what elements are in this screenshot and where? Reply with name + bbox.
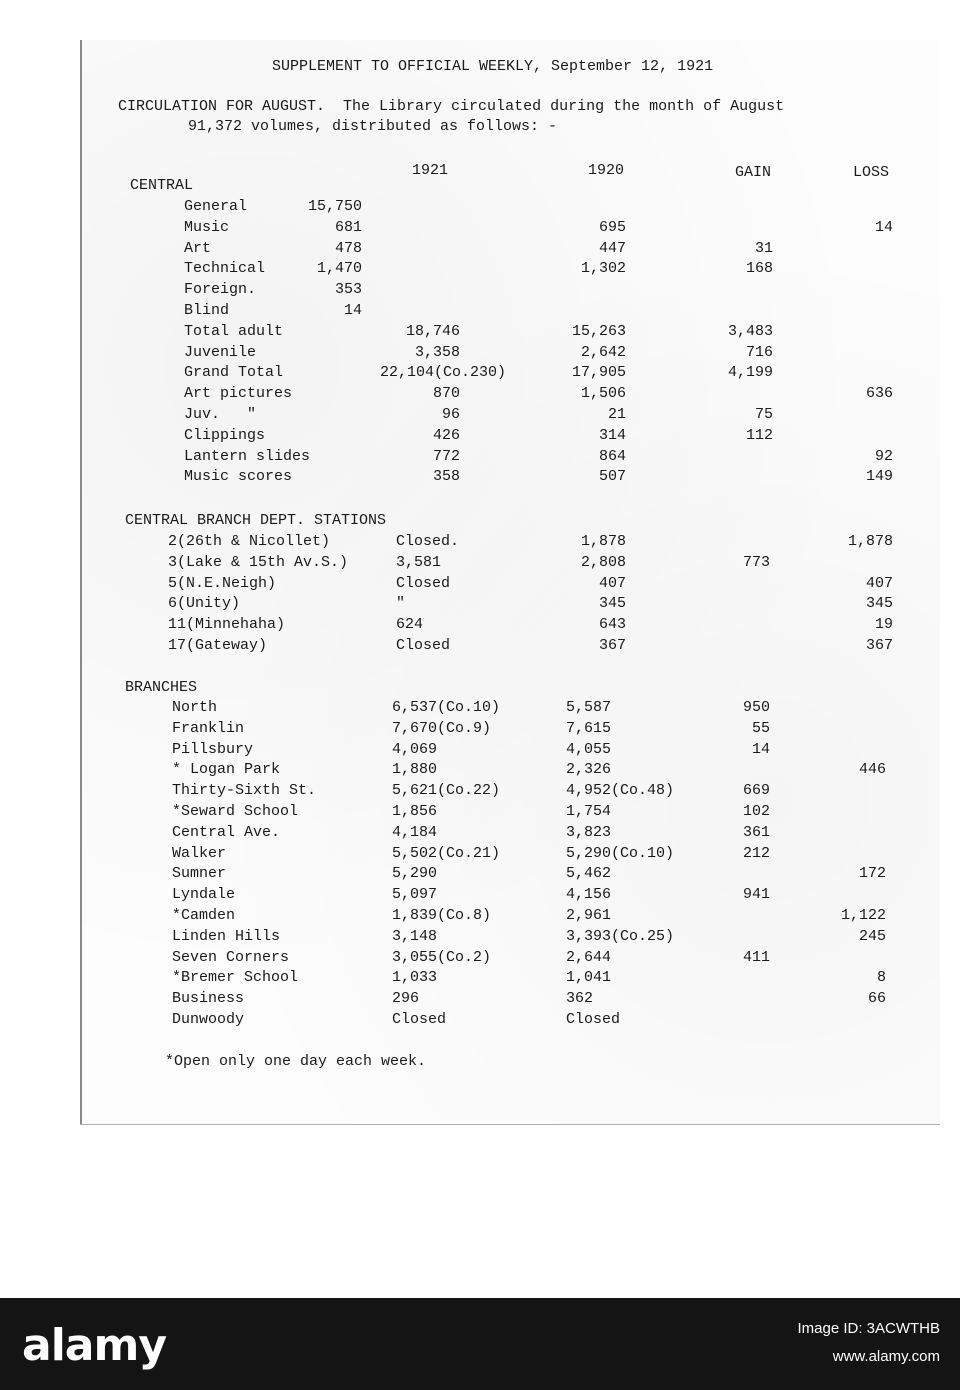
cell-1921: 18,746: [405, 323, 460, 340]
row-label: Art: [184, 240, 212, 257]
cell-1921: 296: [392, 990, 420, 1007]
station-label: 2(26th & Nicollet): [168, 533, 331, 550]
row-label: Grand Total: [184, 364, 284, 381]
cell-1921: 624: [396, 616, 424, 633]
cell-1920: 447: [598, 240, 626, 257]
cell-1920: 643: [598, 616, 626, 633]
row-label: Clippings: [184, 427, 266, 444]
cell-1921: 22,104(Co.230): [380, 364, 507, 381]
cell-loss: 345: [865, 595, 893, 612]
cell-gain: 31: [754, 240, 773, 257]
station-label: 17(Gateway): [168, 637, 268, 654]
cell-gain: 950: [742, 699, 770, 716]
branch-label: Pillsbury: [172, 741, 254, 758]
cell-gain: 14: [751, 741, 770, 758]
cell-gain: 112: [745, 427, 773, 444]
branch-label: Thirty-Sixth St.: [172, 782, 317, 799]
cell-loss: 367: [865, 637, 893, 654]
column-header-loss: LOSS: [853, 164, 890, 181]
cell-1921: 1,839(Co.8): [392, 907, 492, 924]
cell-loss: 1,878: [847, 533, 893, 550]
cell-loss: 19: [874, 616, 893, 633]
column-header-gain: GAIN: [735, 164, 772, 181]
cell-1921: 4,184: [392, 824, 438, 841]
cell-gain: 669: [742, 782, 770, 799]
station-label: 5(N.E.Neigh): [168, 575, 277, 592]
branch-label: North: [172, 699, 218, 716]
cell-1920: 864: [598, 448, 626, 465]
cell-1921: 7,670(Co.9): [392, 720, 492, 737]
cell-1920: 4,156: [566, 886, 612, 903]
cell-1921: Closed: [396, 575, 451, 592]
section-heading-branches: BRANCHES: [125, 679, 198, 696]
watermark-banner: [0, 1298, 960, 1390]
row-subtotal: 15,750: [307, 198, 362, 215]
cell-1920: 695: [598, 219, 626, 236]
cell-1921: 870: [432, 385, 460, 402]
row-subtotal: 478: [334, 240, 362, 257]
cell-1920: 5,290(Co.10): [566, 845, 675, 862]
row-subtotal: 681: [334, 219, 362, 236]
row-label: Total adult: [184, 323, 284, 340]
alamy-logo: alamy: [22, 1320, 166, 1371]
page-edge: [80, 40, 82, 1125]
cell-1920: 1,302: [580, 260, 626, 277]
section-heading-central: CENTRAL: [130, 177, 194, 194]
row-subtotal: 14: [343, 302, 362, 319]
image-id: Image ID: 3ACWTHB: [797, 1320, 940, 1337]
cell-loss: 149: [865, 468, 893, 485]
cell-1921: 3,055(Co.2): [392, 949, 492, 966]
intro-line-2: 91,372 volumes, distributed as follows: -: [188, 118, 558, 135]
cell-1921: 1,856: [392, 803, 438, 820]
cell-1920: 345: [598, 595, 626, 612]
branch-label: Seven Corners: [172, 949, 290, 966]
cell-1921: 6,537(Co.10): [392, 699, 501, 716]
cell-1920: 5,462: [566, 865, 612, 882]
cell-loss: 245: [858, 928, 886, 945]
cell-gain: 716: [745, 344, 773, 361]
cell-1920: Closed: [566, 1011, 621, 1028]
footnote: *Open only one day each week.: [165, 1053, 427, 1070]
cell-1921: 1,033: [392, 969, 438, 986]
branch-label: * Logan Park: [172, 761, 281, 778]
cell-1921: ": [396, 595, 406, 612]
cell-1921: Closed: [396, 637, 451, 654]
cell-1921: Closed.: [396, 533, 460, 550]
cell-1921: 3,358: [414, 344, 460, 361]
row-label: Music: [184, 219, 230, 236]
row-label: Juv. ": [184, 406, 257, 423]
branch-label: Business: [172, 990, 245, 1007]
column-header-1921: 1921: [412, 162, 449, 179]
cell-1920: 1,041: [566, 969, 612, 986]
branch-label: *Seward School: [172, 803, 299, 820]
branch-label: Linden Hills: [172, 928, 281, 945]
row-subtotal: 353: [334, 281, 362, 298]
cell-loss: 446: [858, 761, 886, 778]
row-label: Foreign.: [184, 281, 257, 298]
cell-1920: 2,326: [566, 761, 612, 778]
cell-1921: 1,880: [392, 761, 438, 778]
row-label: General: [184, 198, 248, 215]
cell-1920: 2,961: [566, 907, 612, 924]
row-label: Blind: [184, 302, 230, 319]
cell-gain: 411: [742, 949, 770, 966]
cell-1921: 3,148: [392, 928, 438, 945]
cell-1920: 3,393(Co.25): [566, 928, 675, 945]
cell-gain: 102: [742, 803, 770, 820]
cell-1920: 15,263: [571, 323, 626, 340]
section-heading-stations: CENTRAL BRANCH DEPT. STATIONS: [125, 512, 387, 529]
cell-gain: 4,199: [727, 364, 773, 381]
cell-1921: 5,290: [392, 865, 438, 882]
branch-label: Walker: [172, 845, 227, 862]
cell-1920: 1,506: [580, 385, 626, 402]
row-label: Music scores: [184, 468, 293, 485]
row-label: Technical: [184, 260, 266, 277]
cell-1920: 1,878: [580, 533, 626, 550]
station-label: 6(Unity): [168, 595, 241, 612]
cell-loss: 407: [865, 575, 893, 592]
cell-1921: 5,502(Co.21): [392, 845, 501, 862]
branch-label: Sumner: [172, 865, 227, 882]
branch-label: Lyndale: [172, 886, 236, 903]
cell-loss: 92: [874, 448, 893, 465]
branch-label: Central Ave.: [172, 824, 281, 841]
cell-1920: 1,754: [566, 803, 612, 820]
cell-1920: 3,823: [566, 824, 612, 841]
cell-1921: 772: [432, 448, 460, 465]
branch-label: *Bremer School: [172, 969, 299, 986]
cell-loss: 8: [876, 969, 886, 986]
cell-1920: 314: [598, 427, 626, 444]
cell-loss: 636: [865, 385, 893, 402]
cell-1920: 7,615: [566, 720, 612, 737]
cell-1921: 5,621(Co.22): [392, 782, 501, 799]
site-url: www.alamy.com: [832, 1348, 940, 1365]
station-label: 3(Lake & 15th Av.S.): [168, 554, 349, 571]
branch-label: Dunwoody: [172, 1011, 245, 1028]
column-header-1920: 1920: [588, 162, 625, 179]
cell-1921: Closed: [392, 1011, 447, 1028]
cell-gain: 361: [742, 824, 770, 841]
row-label: Lantern slides: [184, 448, 311, 465]
row-label: Juvenile: [184, 344, 257, 361]
cell-gain: 941: [742, 886, 770, 903]
cell-1920: 2,642: [580, 344, 626, 361]
cell-1920: 362: [566, 990, 594, 1007]
cell-1921: 426: [432, 427, 460, 444]
page-bottom-edge: [80, 1124, 940, 1125]
branch-label: *Camden: [172, 907, 236, 924]
station-label: 11(Minnehaha): [168, 616, 286, 633]
row-subtotal: 1,470: [316, 260, 362, 277]
cell-1920: 2,644: [566, 949, 612, 966]
cell-gain: 773: [742, 554, 770, 571]
cell-loss: 1,122: [840, 907, 886, 924]
cell-1920: 17,905: [571, 364, 626, 381]
cell-loss: 66: [867, 990, 886, 1007]
cell-1921: 5,097: [392, 886, 438, 903]
cell-1920: 4,952(Co.48): [566, 782, 675, 799]
cell-1921: 96: [441, 406, 460, 423]
cell-gain: 55: [751, 720, 770, 737]
cell-1920: 367: [598, 637, 626, 654]
cell-1920: 407: [598, 575, 626, 592]
cell-gain: 75: [754, 406, 773, 423]
cell-1920: 5,587: [566, 699, 612, 716]
cell-1921: 4,069: [392, 741, 438, 758]
cell-1920: 507: [598, 468, 626, 485]
document-header: SUPPLEMENT TO OFFICIAL WEEKLY, September 12, 1921: [272, 58, 714, 75]
cell-loss: 14: [874, 219, 893, 236]
row-label: Art pictures: [184, 385, 293, 402]
cell-gain: 3,483: [727, 323, 773, 340]
cell-1921: 3,581: [396, 554, 442, 571]
cell-gain: 212: [742, 845, 770, 862]
branch-label: Franklin: [172, 720, 245, 737]
cell-1921: 358: [432, 468, 460, 485]
cell-gain: 168: [745, 260, 773, 277]
intro-line-1: CIRCULATION FOR AUGUST. The Library circulated during the month of August: [118, 98, 785, 115]
cell-1920: 4,055: [566, 741, 612, 758]
cell-1920: 21: [607, 406, 626, 423]
cell-1920: 2,808: [580, 554, 626, 571]
cell-loss: 172: [858, 865, 886, 882]
